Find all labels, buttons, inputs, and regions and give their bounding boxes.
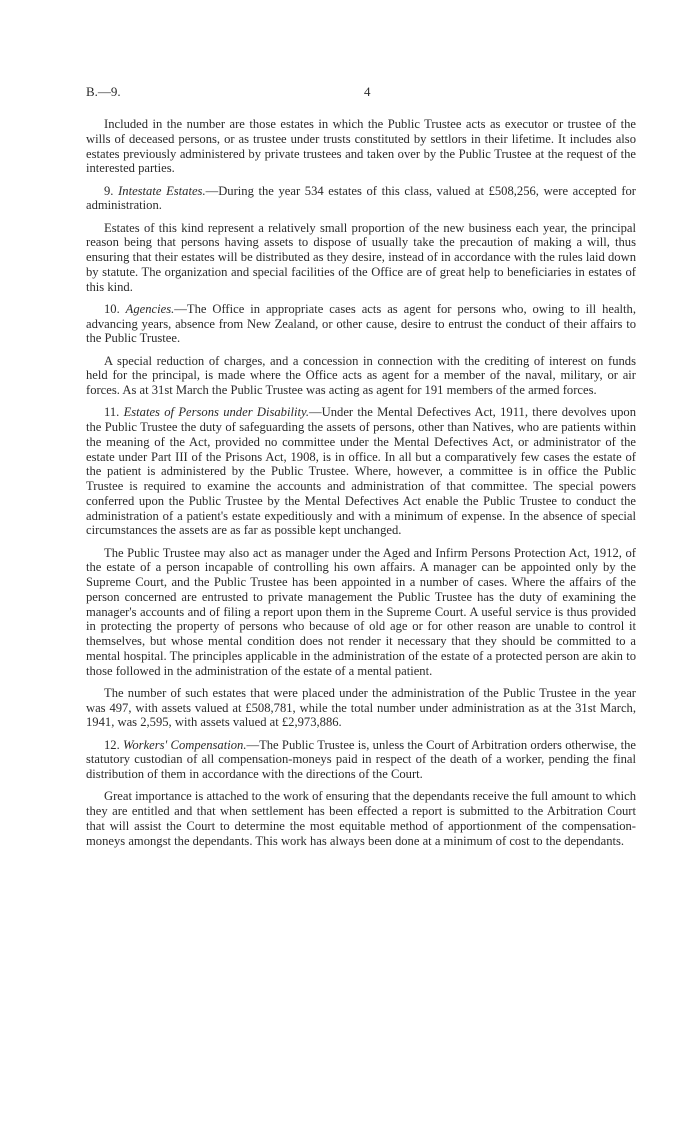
section-number: 10.	[104, 301, 126, 316]
paragraph-estates-under-disability: 11. Estates of Persons under Disability.—Under the Mental Defectives Act, 1911, there devolves upon the Public Trustee the duty of safeguarding the assets of persons, other than Natives, who are patients within the meaning of the Act, provided no committee under the Mental Defectives Act, or administrator of the estate under Part III of the Prisons Act, 1908, is in office. In all but a comparatively few cases the estate of the patient is administered by the Public Trustee. Where, however, a committee is in office the Public Trustee is required to examine the accounts and administration of that committee. The special powers conferred upon the Public Trustee by the Mental Defectives Act enable the Public Trustee to conduct the administration of a patient's estate expeditiously and with a minimum of expense. In the absence of special circumstances the assets are as far as possible kept unchanged.	[86, 405, 636, 538]
section-heading: Intestate Estates.	[118, 183, 206, 198]
paragraph-agencies: 10. Agencies.—The Office in appropriate cases acts as agent for persons who, owing to ill health, advancing years, absence from New Zealand, or other cause, desire to entrust the conduct of their affairs to the Public Trustee.	[86, 301, 637, 346]
section-heading: Agencies.	[125, 301, 175, 316]
section-heading: Workers' Compensation.	[123, 737, 247, 752]
page-header	[86, 84, 636, 102]
section-heading: Estates of Persons under Disability.	[123, 405, 310, 420]
paragraph-intestate-estates: 9. Intestate Estates.—During the year 534 estates of this class, valued at £508,256, were accepted for administration.	[86, 183, 637, 213]
report-reference: B.—9.	[86, 84, 121, 99]
paragraph: Great importance is attached to the work of ensuring that the dependants receive the full amount to which they are entitled and that when settlement has been effected a report is submitted to the Arbitration Court that will assist the Court to determine the most equitable method of apportionment of the compensation-moneys amongst the dependants. This work has always been done at a minimum of cost to the dependants.	[86, 789, 636, 848]
section-number: 11.	[104, 405, 124, 420]
paragraph: The Public Trustee may also act as manager under the Aged and Infirm Persons Protection Act, 1912, of the estate of a person incapable of controlling his own affairs. A manager can be appointed only by the Supreme Court, and the Public Trustee has been appointed in a number of cases. Where the affairs of the person concerned are entrusted to private management the Public Trustee has the duty of examining the manager's accounts and of filing a report upon them in the Supreme Court. A useful service is thus provided in protecting the property of persons who because of old age or for other reason are unable to control it themselves, but whose mental condition does not render it necessary that they should be committed to a mental hospital. The principles applicable in the administration of the estate of a protected person are akin to those followed in the administration of the estate of a mental patient.	[86, 545, 636, 678]
paragraph: Included in the number are those estates in which the Public Trustee acts as executor or trustee of the wills of deceased persons, or as trustee under trusts constituted by settlors in their lifetime. It includes also estates previously administered by private trustees and taken over by the Public Trustee at the request of the interested parties.	[86, 117, 636, 176]
section-number: 9.	[104, 183, 119, 198]
section-number: 12.	[104, 737, 124, 752]
paragraph: Estates of this kind represent a relatively small proportion of the new business each year, the principal reason being that persons having assets to dispose of usually take the precaution of making a will, thus ensuring that their estates will be distributed as they desire, instead of in accordance with the rules laid down by statute. The organization and special facilities of the Office are of great help to beneficiaries in estates of this kind.	[86, 220, 636, 294]
paragraph: The number of such estates that were placed under the administration of the Public Trustee in the year was 497, with assets valued at £508,781, while the total number under administration as at the 31st March, 1941, was 2,595, with assets valued at £2,973,886.	[86, 685, 636, 730]
page-number: 4	[364, 84, 371, 99]
document-body	[86, 117, 636, 856]
paragraph: A special reduction of charges, and a concession in connection with the crediting of interest on funds held for the principal, is made where the Office acts as agent for a member of the naval, military, or air forces. As at 31st March the Public Trustee was acting as agent for 191 members of the armed forces.	[86, 353, 636, 397]
paragraph-workers-compensation: 12. Workers' Compensation.—The Public Trustee is, unless the Court of Arbitration orders otherwise, the statutory custodian of all compensation-moneys paid in respect of the death of a worker, pending the final distribution of them in accordance with the directions of the Court.	[86, 737, 636, 781]
